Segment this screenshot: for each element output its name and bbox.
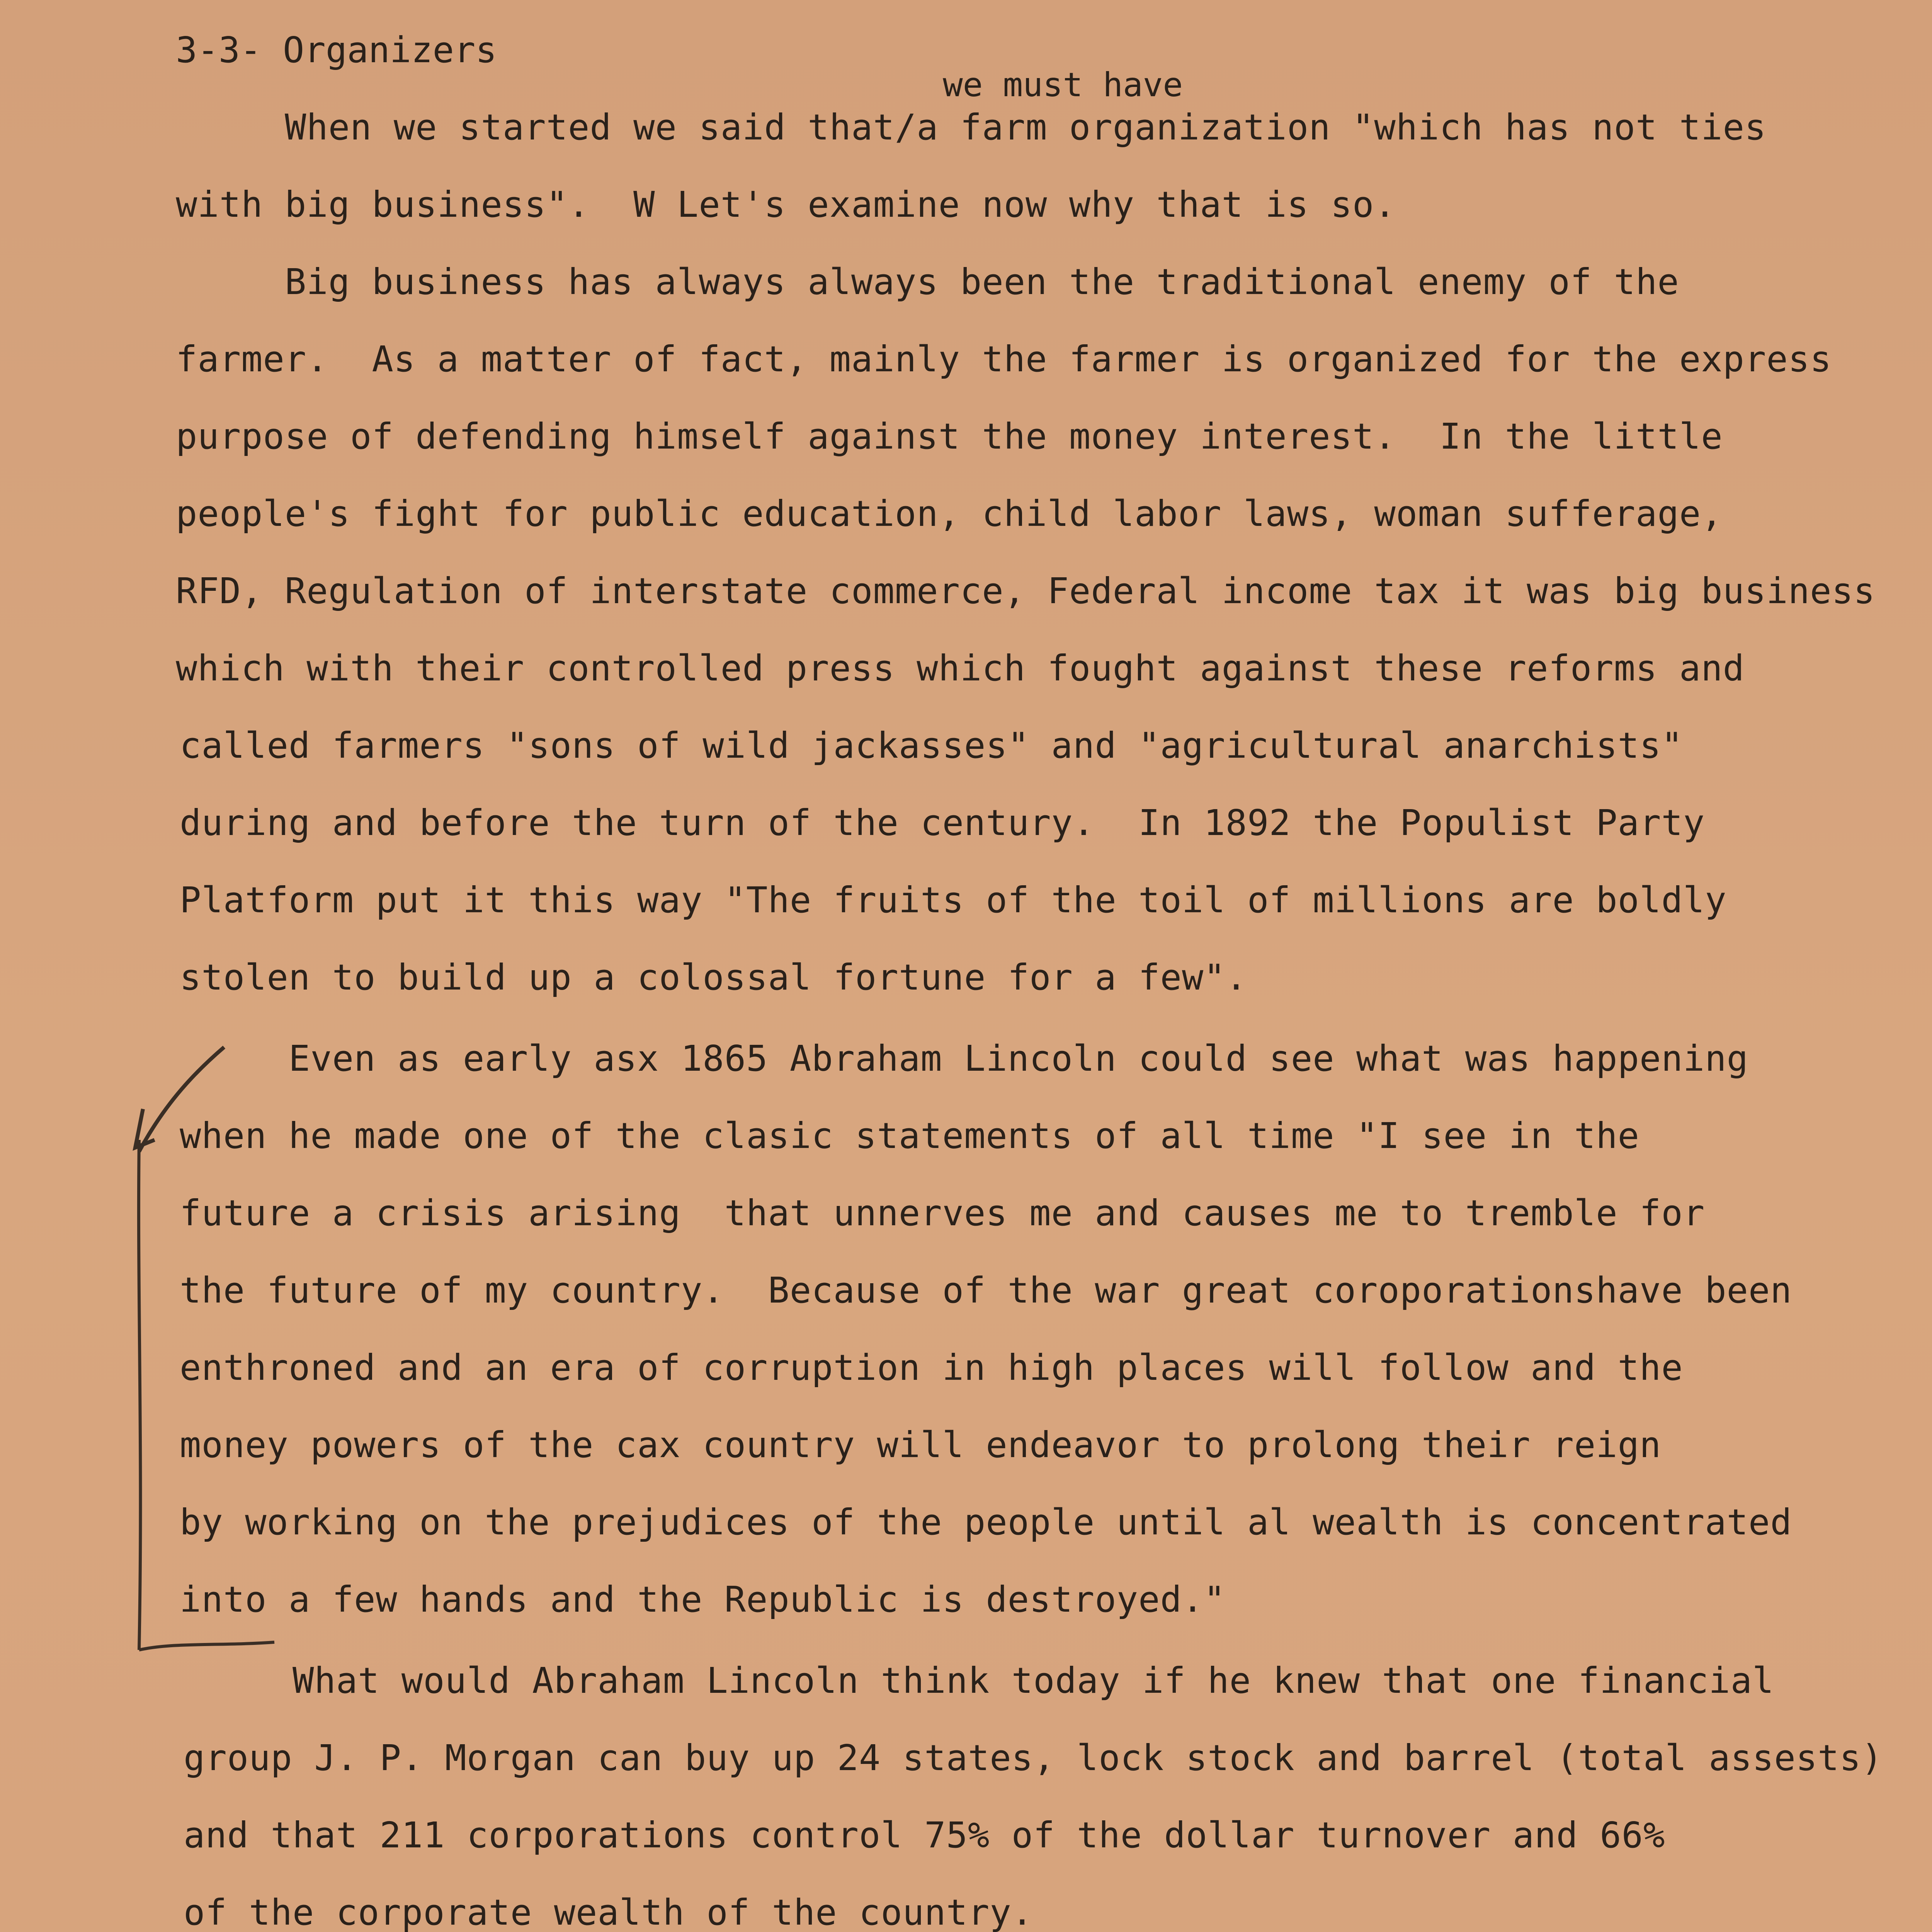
text-line: future a crisis arising that unnerves me and causes me to tremble for bbox=[180, 1192, 1705, 1234]
text-line: What would Abraham Lincoln think today if he knew that one financial bbox=[184, 1660, 1774, 1701]
text-line: by working on the prejudices of the people until al wealth is concentrated bbox=[180, 1502, 1792, 1543]
text-line: RFD, Regulation of interstate commerce, Federal income tax it was big business bbox=[176, 570, 1876, 612]
text-line: group J. P. Morgan can buy up 24 states, lock stock and barrel (total assests) bbox=[184, 1737, 1883, 1779]
text-line: of the corporate wealth of the country. bbox=[184, 1892, 1034, 1932]
text-line: money powers of the cax country will endeavor to prolong their reign bbox=[180, 1424, 1662, 1466]
text-line: When we started we said that/a farm organization "which has not ties bbox=[176, 107, 1767, 148]
text-line: enthroned and an era of corruption in high places will follow and the bbox=[180, 1347, 1683, 1388]
text-line: stolen to build up a colossal fortune for a few". bbox=[180, 957, 1248, 998]
text-line: which with their controlled press which fought against these reforms and bbox=[176, 648, 1745, 689]
text-line: called farmers "sons of wild jackasses" and "agricultural anarchists" bbox=[180, 725, 1683, 766]
text-line: the future of my country. Because of the war great coroporationshave been bbox=[180, 1270, 1792, 1311]
text-line: purpose of defending himself against the money interest. In the little bbox=[176, 416, 1723, 457]
text-line: during and before the turn of the century. In 1892 the Populist Party bbox=[180, 802, 1705, 844]
text-line: farmer. As a matter of fact, mainly the farmer is organized for the express bbox=[176, 338, 1832, 380]
text-line: Platform put it this way "The fruits of the toil of millions are boldly bbox=[180, 879, 1727, 921]
text-line: and that 211 corporations control 75% of the dollar turnover and 66% bbox=[184, 1815, 1665, 1856]
text-line: into a few hands and the Republic is destroyed." bbox=[180, 1579, 1226, 1620]
text-line: when he made one of the clasic statements of all time "I see in the bbox=[180, 1115, 1640, 1156]
text-line: people's fight for public education, child labor laws, woman sufferage, bbox=[176, 493, 1723, 534]
text-line: Big business has always always been the traditional enemy of the bbox=[176, 261, 1679, 303]
typed-insertion: we must have bbox=[943, 66, 1183, 104]
page-heading: 3-3- Organizers bbox=[176, 29, 497, 71]
text-line: with big business". W Let's examine now why that is so. bbox=[176, 184, 1396, 225]
margin-bracket-icon bbox=[97, 1024, 298, 1681]
text-line: Even as early asx 1865 Abraham Lincoln could see what was happening bbox=[180, 1038, 1748, 1079]
